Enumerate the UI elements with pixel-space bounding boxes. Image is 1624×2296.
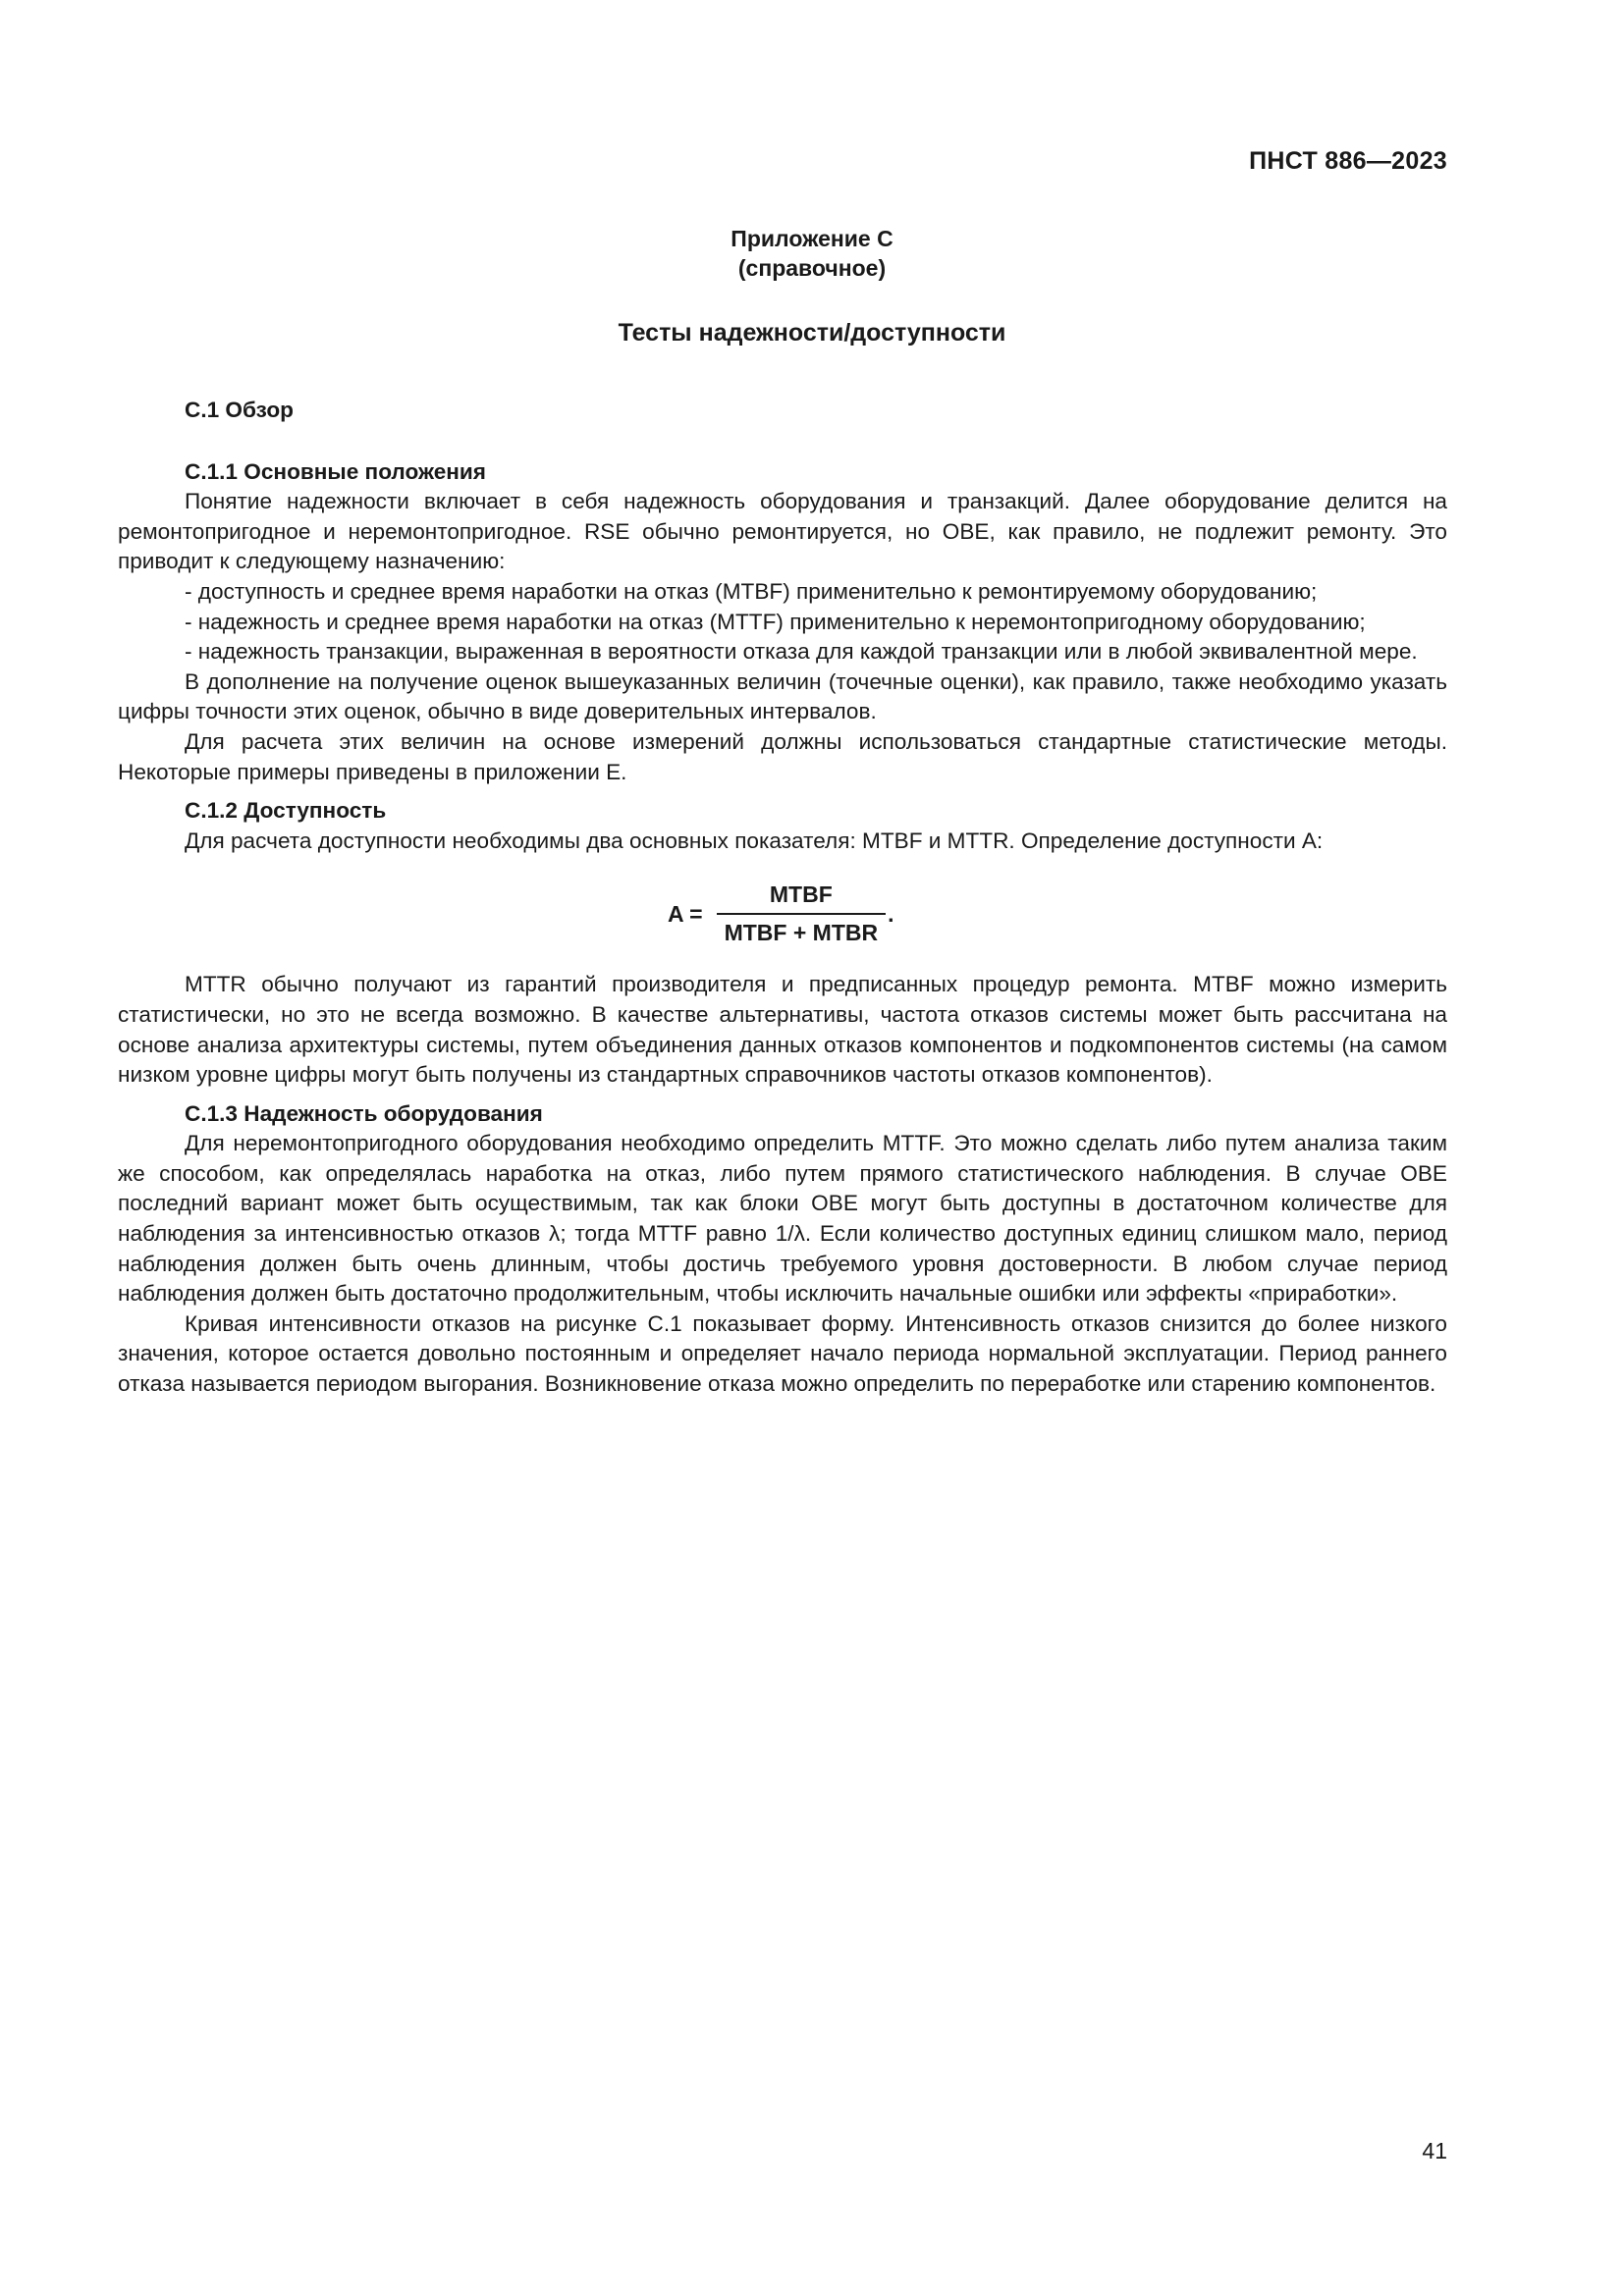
paragraph: Для неремонтопригодного оборудования необходимо определить MTTF. Это можно сделать либо путем анализа таким же способом, как определялась наработка на отказ, либо путем прямого статистического наблюдения. В случае OBE последний вариант может быть осуществимым, так как блоки OBE могут быть доступны в достаточном количестве для наблюдения за интенсивностью отказов λ; тогда MTTF равно 1/λ. Если количество доступных единиц слишком мало, период наблюдения должен быть очень длинным, чтобы достичь требуемого уровня достоверности. В любом случае период наблюдения должен быть достаточно продолжительным, чтобы исключить начальные ошибки или эффекты «приработки». <box>118 1131 1447 1307</box>
section-equipment-reliability <box>118 1099 1447 1400</box>
paragraph: Кривая интенсивности отказов на рисунке С.1 показывает форму. Интенсивность отказов снизится до более низкого значения, которое остается довольно постоянным и определяет начало периода нормальной эксплуатации. Период раннего отказа называется периодом выгорания. Возникновение отказа можно определить по переработке или старению компонентов. <box>118 1310 1447 1397</box>
subsection-heading: С.1.2 Доступность <box>185 798 387 824</box>
formula-fraction <box>717 880 887 947</box>
paragraph: Для расчета этих величин на основе измерений должны использоваться стандартные статистические методы. Некоторые примеры приведены в приложении Е. <box>118 728 1447 784</box>
section-general-provisions <box>118 457 1447 788</box>
list-item: - надежность и среднее время наработки на отказ (MTTF) применительно к неремонтопригодному оборудованию; <box>185 609 1366 634</box>
section-heading-overview: С.1 Обзор <box>185 398 294 422</box>
section-availability <box>118 796 1447 1091</box>
annex-status: (справочное) <box>737 255 887 281</box>
subsection-heading: С.1.1 Основные положения <box>185 458 486 484</box>
paragraph: MTTR обычно получают из гарантий производителя и предписанных процедур ремонта. MTBF можно измерить статистически, но это не всегда возможно. В качестве альтернативы, частота отказов системы может быть рассчитана на основе анализа архитектуры системы, путем объединения данных отказов компонентов и подкомпонентов системы (на самом низком уровне цифры могут быть получены из стандартных справочников частоты отказов компонентов). <box>118 972 1447 1088</box>
paragraph: В дополнение на получение оценок вышеуказанных величин (точечные оценки), как правило, также необходимо указать цифры точности этих оценок, обычно в виде доверительных интервалов. <box>118 668 1447 724</box>
annex-header <box>0 224 1624 283</box>
formula-lhs: A = <box>668 900 703 927</box>
subsection-heading: С.1.3 Надежность оборудования <box>185 1100 543 1126</box>
list-item: - надежность транзакции, выраженная в вероятности отказа для каждой транзакции или в любой эквивалентной мере. <box>185 639 1418 665</box>
document-code: ПНСТ 886—2023 <box>1249 147 1447 175</box>
list-item: - доступность и среднее время наработки на отказ (MTBF) применительно к ремонтируемому оборудованию; <box>185 578 1318 604</box>
annex-label: Приложение С <box>731 226 893 251</box>
page-number: 41 <box>1422 2138 1447 2163</box>
paragraph: Для расчета доступности необходимы два основных показателя: MTBF и MTTR. Определение доступности А: <box>185 828 1324 853</box>
document-body <box>118 396 1447 1400</box>
availability-formula <box>118 880 1447 950</box>
paragraph: Понятие надежности включает в себя надежность оборудования и транзакций. Далее оборудование делится на ремонтопригодное и неремонтопригодное. RSE обычно ремонтируется, но OBE, как правило, не подлежит ремонту. Это приводит к следующему назначению: <box>118 489 1447 574</box>
formula-end: . <box>888 900 894 927</box>
annex-title: Тесты надежности/доступности <box>618 319 1006 347</box>
formula-denominator: MTBF + MTBR <box>724 919 879 945</box>
formula-numerator: MTBF <box>769 881 833 908</box>
